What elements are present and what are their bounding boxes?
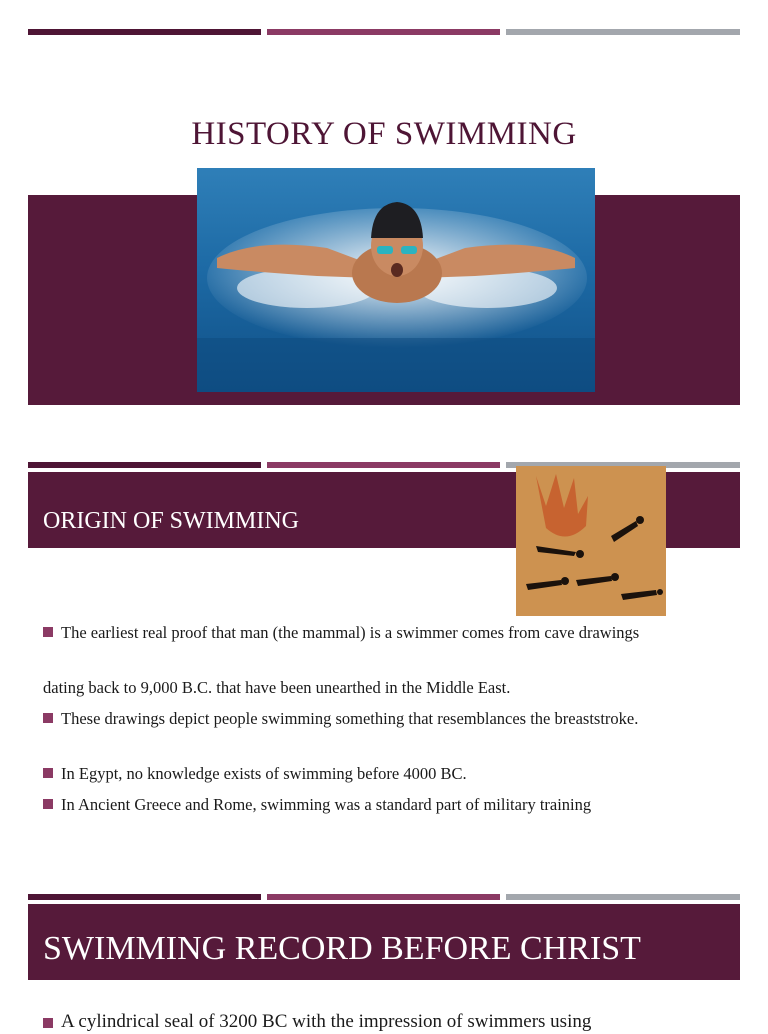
bullet-text: These drawings depict people swimming something that resemblances the breaststroke.: [61, 709, 639, 728]
bullet-text: In Ancient Greece and Rome, swimming was a standard part of military training: [61, 795, 592, 814]
swimmer-photo: [197, 168, 595, 392]
cave-painting-image: [516, 466, 666, 616]
slide1-title: HISTORY OF SWIMMING: [191, 116, 577, 152]
bullet-marker: [43, 799, 53, 809]
accent-bar-mid: [267, 462, 500, 468]
accent-bar-dark: [28, 29, 261, 35]
accent-bar-grey: [506, 29, 740, 35]
bullet-item: [43, 762, 703, 786]
slide2-title: ORIGIN OF SWIMMING: [43, 508, 299, 534]
slide1-accent-bars: [28, 29, 740, 35]
accent-bar-mid: [267, 894, 500, 900]
bullet-marker: [43, 713, 53, 723]
bullet-item: [43, 793, 743, 817]
bullet-continuation: dating back to 9,000 B.C. that have been unearthed in the Middle East.: [43, 678, 511, 697]
accent-bar-dark: [28, 462, 261, 468]
slide3-accent-bars: [28, 894, 740, 900]
bullet-item: [43, 621, 703, 645]
bullet-text: The earliest real proof that man (the mammal) is a swimmer comes from cave drawings: [61, 623, 640, 642]
slide3-title: SWIMMING RECORD BEFORE CHRIST: [43, 930, 641, 967]
bullet-marker: [43, 768, 53, 778]
bullet-text: In Egypt, no knowledge exists of swimming before 4000 BC.: [61, 764, 467, 783]
accent-bar-grey: [506, 894, 740, 900]
bullet-item: [43, 1010, 743, 1034]
accent-bar-mid: [267, 29, 500, 35]
bullet-marker: [43, 627, 53, 637]
bullet-text: A cylindrical seal of 3200 BC with the impression of swimmers using: [61, 1011, 592, 1032]
bullet-marker: [43, 1018, 53, 1028]
bullet-item: [43, 707, 703, 731]
accent-bar-dark: [28, 894, 261, 900]
